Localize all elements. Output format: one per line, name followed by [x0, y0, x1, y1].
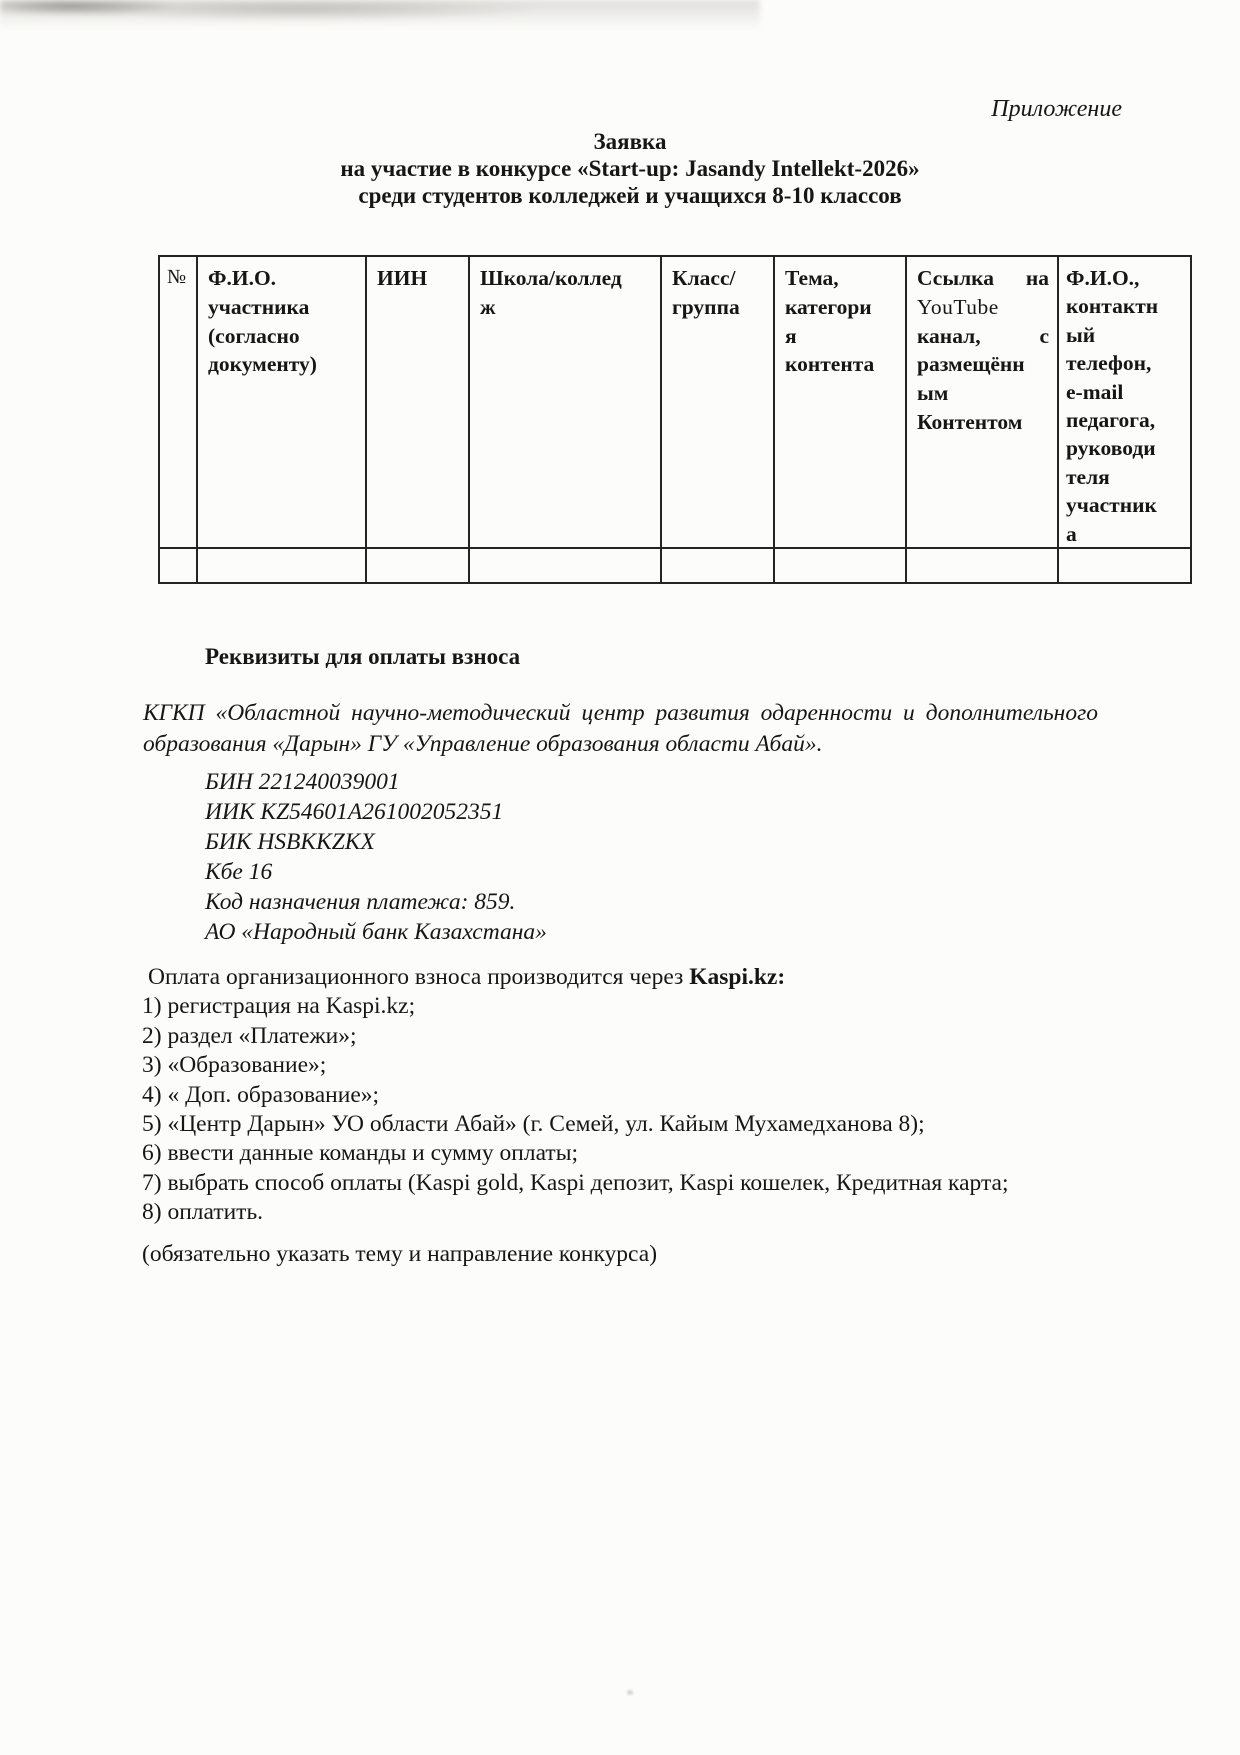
- header-line-1: группа: [672, 294, 740, 319]
- header-line-0: Ссылка на: [917, 266, 1049, 290]
- kaspi-step-5: 6) ввести данные команды и сумму оплаты;: [142, 1140, 579, 1167]
- empty-cell-class-group: [662, 549, 775, 584]
- header-line-0: Тема,: [785, 266, 839, 290]
- header-line-7: теля: [1066, 464, 1110, 489]
- bank-detail-line-2: БИК HSBKKZKX: [205, 829, 375, 855]
- requisites-heading: Реквизиты для оплаты взноса: [205, 644, 521, 669]
- header-line-2: ый: [1066, 322, 1096, 347]
- header-line-4: e-mail: [1066, 379, 1124, 404]
- header-line-0: №: [167, 266, 187, 288]
- empty-cell-topic-category: [775, 549, 907, 584]
- scan-dot-artifact: [627, 1690, 633, 1695]
- kaspi-intro-text: Оплата организационного взноса производится через: [148, 964, 690, 990]
- header-line-3: документу): [208, 352, 317, 377]
- header-line-5: педагога,: [1066, 408, 1156, 433]
- header-line-1: участника: [208, 294, 310, 319]
- header-line-9: а: [1066, 521, 1077, 546]
- kaspi-steps-list: [142, 992, 1122, 1227]
- empty-cell-participant-name: [198, 549, 367, 584]
- header-line-2: я: [785, 323, 797, 348]
- organization-paragraph: КГКП «Областной научно-методический центр развития одаренности и дополнительного образования «Дарын» ГУ «Управление образования области Абай».: [143, 700, 1098, 757]
- kaspi-intro-line: [142, 963, 1122, 992]
- title-line-2: среди студентов колледжей и учащихся 8-10 классов: [358, 183, 902, 208]
- header-line-2: (согласно: [208, 323, 300, 348]
- kaspi-step-7: 8) оплатить.: [142, 1199, 264, 1226]
- kaspi-step-1: 2) раздел «Платежи»;: [142, 1022, 357, 1049]
- empty-cell-youtube-link: [907, 549, 1059, 584]
- bank-detail-line-3: Кбе 16: [205, 859, 273, 885]
- empty-cell-iin: [367, 549, 470, 584]
- col-header-class-group: [662, 257, 775, 549]
- bank-detail-line-1: ИИК KZ54601A261002052351: [205, 799, 504, 825]
- header-line-3: телефон,: [1066, 351, 1152, 376]
- header-line-3: размещённ: [917, 352, 1025, 377]
- kaspi-step-6: 7) выбрать способ оплаты (Kaspi gold, Kaspi депозит, Kaspi кошелек, Кредитная карта;: [142, 1169, 1009, 1196]
- col-header-topic-category: [775, 257, 907, 549]
- empty-cell-number: [160, 549, 198, 584]
- header-line-6: руководи: [1066, 436, 1156, 461]
- col-header-number: [160, 257, 198, 549]
- col-header-iin: [367, 257, 470, 549]
- header-line-1: ж: [480, 294, 496, 319]
- empty-cell-teacher-contact: [1059, 549, 1192, 584]
- col-header-youtube-link: [907, 257, 1059, 549]
- header-line-0: Школа/коллед: [480, 266, 622, 290]
- title-line-0: Заявка: [593, 129, 667, 154]
- bank-detail-line-0: БИН 221240039001: [205, 769, 400, 795]
- document-title: [150, 128, 1110, 209]
- col-header-teacher-contact: [1059, 257, 1192, 549]
- kaspi-step-0: 1) регистрация на Kaspi.kz;: [142, 993, 416, 1020]
- header-line-1: категори: [785, 294, 872, 319]
- header-line-3: контента: [785, 352, 875, 377]
- header-line-1: YouTube: [917, 294, 999, 319]
- header-line-4: ым: [917, 381, 949, 406]
- header-line-0: Ф.И.О.: [208, 266, 277, 290]
- title-line-1: на участие в конкурсе «Start-up: Jasandy Intellekt-2026»: [340, 156, 920, 181]
- col-header-school-college: [470, 257, 662, 549]
- kaspi-step-4: 5) «Центр Дарын» УО области Абай» (г. Семей, ул. Кайым Мухамедханова 8);: [142, 1111, 925, 1138]
- bank-detail-line-5: АО «Народный банк Казахстана»: [205, 919, 547, 945]
- header-line-8: участник: [1066, 493, 1157, 518]
- header-line-5: Контентом: [917, 409, 1023, 434]
- header-line-1: контактн: [1066, 294, 1159, 319]
- header-line-2: канал, с: [917, 323, 1049, 348]
- appendix-label: Приложение: [991, 96, 1122, 122]
- scan-smudge-artifact: [0, 0, 760, 42]
- header-line-0: ИИН: [377, 266, 428, 290]
- col-header-participant-name: [198, 257, 367, 549]
- kaspi-note: (обязательно указать тему и направление конкурса): [142, 1240, 658, 1267]
- bank-detail-line-4: Код назначения платежа: 859.: [205, 889, 516, 915]
- application-table: [158, 255, 1192, 584]
- header-line-0: Ф.И.О.,: [1066, 266, 1140, 290]
- kaspi-instructions: [142, 963, 1122, 1269]
- bank-details: [205, 767, 547, 947]
- empty-cell-school-college: [470, 549, 662, 584]
- kaspi-brand-label: Kaspi.kz:: [689, 964, 786, 990]
- header-line-0: Класс/: [672, 266, 736, 290]
- kaspi-step-2: 3) «Образование»;: [142, 1052, 327, 1079]
- kaspi-step-3: 4) « Доп. образование»;: [142, 1081, 380, 1108]
